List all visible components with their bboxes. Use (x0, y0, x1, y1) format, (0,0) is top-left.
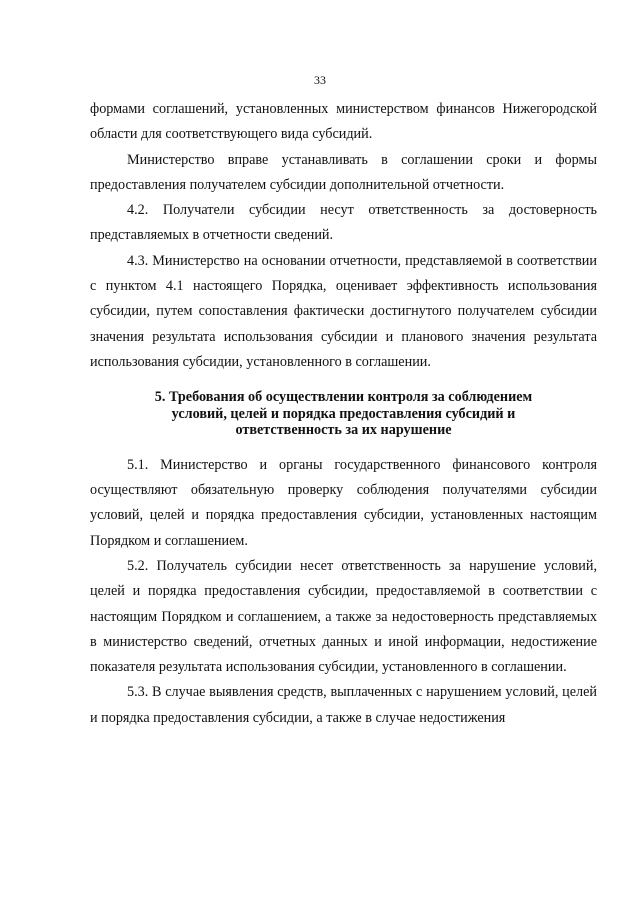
section-heading-line-2: условий, целей и порядка предоставления субсидий и (171, 405, 516, 422)
page-number: 33 (314, 73, 326, 87)
section-heading-line-1: 5. Требования об осуществлении контроля за соблюдением (154, 389, 533, 406)
document-body (90, 97, 597, 731)
paragraph-4-2: 4.2. Получатели субсидии несут ответственность за достоверность представляемых в отчетности сведений. (90, 202, 597, 244)
section-heading (90, 389, 597, 439)
paragraph-5-1: 5.1. Министерство и органы государственного финансового контроля осуществляют обязательную проверку соблюдения получателями субсидии условий, целей и порядка предоставления субсидии, установленных настоящим Порядком и соглашением. (90, 456, 597, 549)
paragraph-continuation: формами соглашений, установленных министерством финансов Нижегородской области для соответствующего вида субсидий. (90, 101, 597, 143)
paragraph-5-3: 5.3. В случае выявления средств, выплаченных с нарушением условий, целей и порядка предоставления субсидии, а также в случае недостижения (90, 684, 597, 726)
paragraph-4-3: 4.3. Министерство на основании отчетности, представляемой в соответствии с пунктом 4.1 настоящего Порядка, оценивает эффективность использования субсидии, путем сопоставления фактически достигнутого получателем субсидии значения результата использования субсидии и планового значения результата использования субсидии, установленного в соглашении. (90, 252, 597, 370)
paragraph-reporting-terms: Министерство вправе устанавливать в соглашении сроки и формы предоставления получателем субсидии дополнительной отчетности. (90, 151, 597, 193)
paragraph-5-2: 5.2. Получатель субсидии несет ответственность за нарушение условий, целей и порядка предоставления субсидии, предоставляемой в соответствии с настоящим Порядком и соглашением, а также за недостоверность представляемых в министерство сведений, отчетных данных и иной информации, недостижение показателя результата использования субсидии, установленного в соглашении. (90, 557, 597, 676)
section-heading-line-3: ответственность за их нарушение (235, 422, 452, 439)
